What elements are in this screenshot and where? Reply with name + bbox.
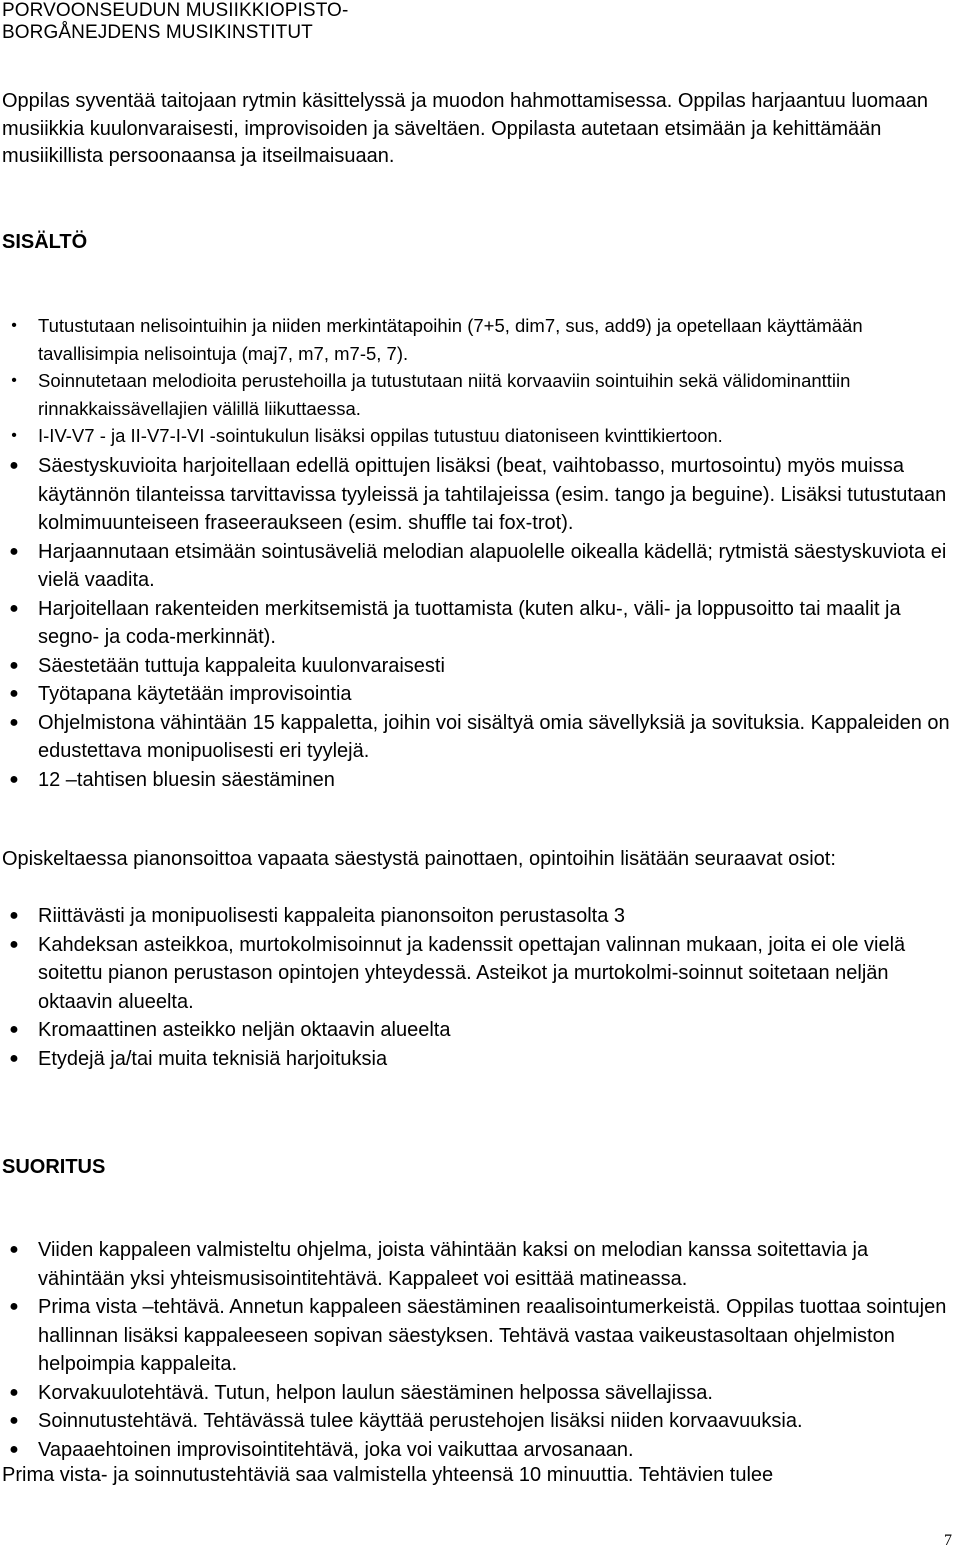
bullet-icon: •	[11, 372, 17, 389]
list-item: ● Kromaattinen asteikko neljän oktaavin alueelta	[0, 1016, 955, 1045]
list-item: ● Harjaannutaan etsimään sointusäveliä melodian alapuolelle oikealla kädellä; rytmistä säestyskuviota ei vielä vaadita.	[0, 538, 955, 595]
bullet-icon: ●	[9, 1412, 19, 1429]
list-item: • I-IV-V7 - ja II-V7-I-VI -sointukulun lisäksi oppilas tutustuu diatoniseen kvinttikiertoon.	[0, 422, 955, 450]
list-item: ● Etydejä ja/tai muita teknisiä harjoituksia	[0, 1045, 955, 1074]
suoritus-list	[0, 1236, 955, 1464]
bullet-icon: ●	[9, 1241, 19, 1258]
piano-list	[0, 902, 955, 1073]
list-item: ● Vapaaehtoinen improvisointitehtävä, joka voi vaikuttaa arvosanaan.	[0, 1436, 955, 1465]
bullet-icon: ●	[9, 599, 19, 617]
bullet-icon: ●	[9, 935, 19, 953]
list-item: ● Ohjelmistona vähintään 15 kappaletta, joihin voi sisältyä omia sävellyksiä ja sovituksia. Kappaleiden on edustettava monipuolisesti eri tyylejä.	[0, 709, 955, 766]
bullet-icon: ●	[9, 656, 19, 674]
piano-intro: Opiskeltaessa pianonsoittoa vapaata säestystä painottaen, opintoihin lisätään seuraavat osiot:	[2, 848, 836, 870]
bullet-icon: ●	[9, 1383, 19, 1401]
bullet-icon: ●	[9, 1049, 19, 1067]
header-line-1: PORVOONSEUDUN MUSIIKKIOPISTO-	[2, 0, 349, 21]
bullet-icon: ●	[9, 1021, 19, 1038]
list-item: ● Säestyskuvioita harjoitellaan edellä opittujen lisäksi (beat, vaihtobasso, murtosointu) myös muissa käytännön tilanteissa tarvittavissa tyyleissä ja tahtilajeissa (esim. tango ja beguine). Lisäksi tutustutaan kolmimuunteiseen fraseeraukseen (esim. shuffle tai fox-trot).	[0, 452, 955, 538]
sisalto-list-secondary	[0, 452, 955, 794]
closing-paragraph: Prima vista- ja soinnutustehtäviä saa valmistella yhteensä 10 minuuttia. Tehtävien tulee	[2, 1464, 774, 1486]
section-heading-suoritus: SUORITUS	[2, 1156, 106, 1178]
bullet-icon: ●	[9, 770, 19, 788]
list-item: ● Harjoitellaan rakenteiden merkitsemistä ja tuottamista (kuten alku-, väli- ja loppusoitto tai maalit ja segno- ja coda-merkinnät).	[0, 595, 955, 652]
page-number: 7	[944, 1532, 952, 1549]
bullet-icon: ●	[9, 907, 19, 924]
sisalto-list-primary	[0, 312, 955, 450]
list-item: ● Soinnutustehtävä. Tehtävässä tulee käyttää perustehojen lisäksi niiden korvaavuuksia.	[0, 1407, 955, 1436]
list-item: • Soinnutetaan melodioita perustehoilla ja tutustutaan niitä korvaaviin sointuihin sekä välidominanttiin rinnakkaissävellajien välillä liikuttaessa.	[0, 367, 955, 422]
document-header	[2, 0, 522, 44]
list-item: ● Korvakuulotehtävä. Tutun, helpon laulun säestäminen helpossa sävellajissa.	[0, 1379, 955, 1408]
list-item: ● Viiden kappaleen valmisteltu ohjelma, joista vähintään kaksi on melodian kanssa soitettavia ja vähintään yksi yhteismusisointitehtävä. Kappaleet voi esittää matineassa.	[0, 1236, 955, 1293]
bullet-icon: ●	[9, 542, 19, 560]
list-item: ● Kahdeksan asteikkoa, murtokolmisoinnut ja kadenssit opettajan valinnan mukaan, joita ei ole vielä soitettu pianon perustason opintojen yhteydessä. Asteikot ja murtokolmi-soinnut soitetaan neljän oktaavin alueelta.	[0, 931, 955, 1017]
bullet-icon: •	[11, 317, 17, 334]
bullet-icon: ●	[9, 1440, 19, 1458]
list-item: ● Riittävästi ja monipuolisesti kappaleita pianonsoiton perustasolta 3	[0, 902, 955, 931]
list-item: ● Säestetään tuttuja kappaleita kuulonvaraisesti	[0, 652, 955, 681]
header-line-2: BORGÅNEJDENS MUSIKINSTITUT	[2, 22, 313, 43]
section-heading-sisalto: SISÄLTÖ	[2, 231, 88, 253]
bullet-icon: ●	[9, 713, 19, 731]
list-item: ● 12 –tahtisen bluesin säestäminen	[0, 766, 955, 795]
list-item: ● Prima vista –tehtävä. Annetun kappaleen säestäminen reaalisointumerkeistä. Oppilas tuottaa sointujen hallinnan lisäksi kappaleeseen sopivan säestyksen. Tehtävä vastaa vaikeustasoltaan ohjelmiston helpoimpia kappaleita.	[0, 1293, 955, 1379]
bullet-icon: ●	[9, 685, 19, 702]
bullet-icon: ●	[9, 457, 19, 474]
bullet-icon: •	[11, 427, 17, 444]
list-item: ● Työtapana käytetään improvisointia	[0, 680, 955, 709]
intro-paragraph: Oppilas syventää taitojaan rytmin käsittelyssä ja muodon hahmottamisessa. Oppilas harjaantuu luomaan musiikkia kuulonvaraisesti, improvisoiden ja säveltäen. Oppilasta autetaan etsimään ja kehittämään musiikillista persoonaansa ja itseilmaisuaan.	[2, 90, 929, 167]
bullet-icon: ●	[9, 1298, 19, 1315]
list-item: • Tutustutaan nelisointuihin ja niiden merkintätapoihin (7+5, dim7, sus, add9) ja opetellaan käyttämään tavallisimpia nelisointuja (maj7, m7, m7-5, 7).	[0, 312, 955, 367]
